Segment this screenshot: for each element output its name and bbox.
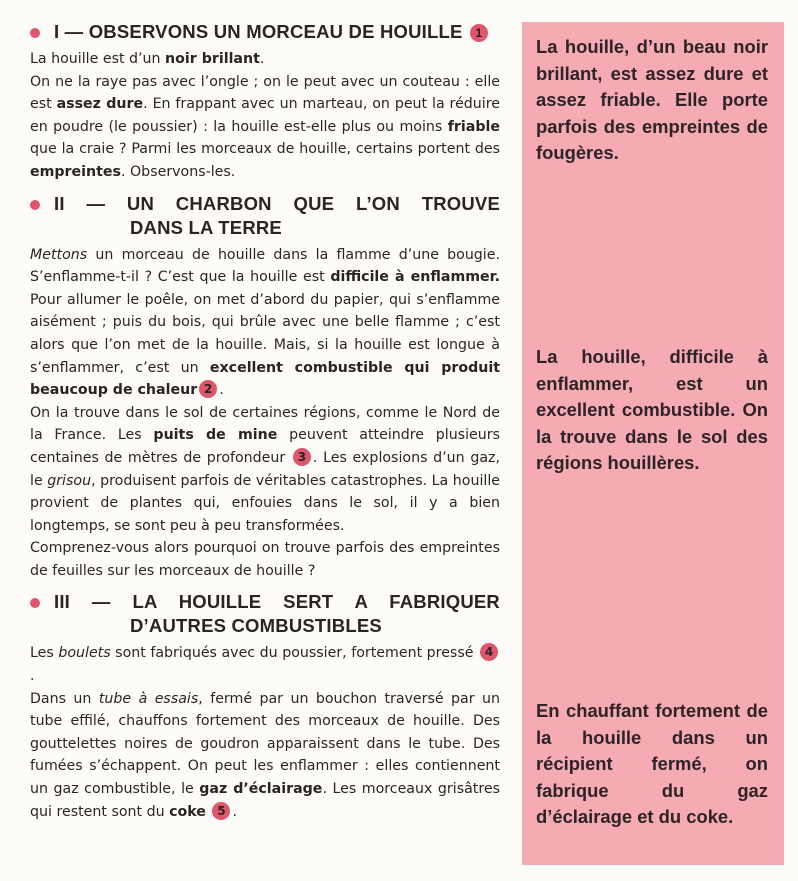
summary-3: En chauffant fortement de la houille dans un récipient fermé, on fabrique du gaz d’éclairage et du coke. bbox=[536, 700, 768, 828]
bold-term: coke bbox=[169, 803, 206, 820]
text-run: . Observons-les. bbox=[121, 163, 236, 180]
section-2 bbox=[30, 192, 500, 583]
section-2-body bbox=[30, 244, 500, 583]
text-run: . bbox=[30, 668, 35, 685]
text-run: , fermé par un bouchon traversé par un tube effilé, chauffons fortement des morceaux de houille. Des gouttelettes noires de goudron apparaissent dans le tube. Des fumées s’échappent. On peut les enflammer : elles contiennent un gaz combustible, le bbox=[30, 690, 500, 798]
text-run: Pour allumer le poêle, on met d’abord du papier, qui s’enflamme aisément ; puis du bois, qui brûle avec une belle flamme ; c’est alors que l’on met de la houille. Mais, si la houille est longue à s’enflammer, c’est un bbox=[30, 291, 500, 376]
figure-number: 5 bbox=[212, 802, 230, 820]
text-run: . bbox=[259, 51, 265, 67]
section-3-heading bbox=[30, 590, 500, 638]
paragraph bbox=[30, 642, 500, 687]
text-run: . En frappant avec un marteau, on peut la réduire en poudre (le poussier) : la houille est-elle plus ou moins bbox=[30, 96, 500, 135]
figure-number-1: 1 bbox=[470, 24, 488, 42]
summary-2: La houille, difficile à enflammer, est un excellent combustible. On la trouve dans le sol des régions houillères. bbox=[536, 346, 768, 474]
bold-term: excellent combustible qui produit beaucoup de chaleur bbox=[30, 359, 500, 399]
italic-term: Mettons bbox=[30, 246, 88, 263]
paragraph bbox=[30, 244, 500, 402]
paragraph bbox=[30, 48, 500, 71]
figure-number: 3 bbox=[293, 448, 311, 466]
text-run: . bbox=[232, 803, 237, 820]
section-3 bbox=[30, 590, 500, 823]
figure-number: 4 bbox=[480, 643, 498, 661]
paragraph bbox=[30, 402, 500, 538]
italic-term: tube à essais bbox=[98, 690, 199, 707]
bullet-dot bbox=[30, 200, 40, 210]
bold-term: difficile à enflammer. bbox=[330, 269, 500, 286]
section-2-heading bbox=[30, 192, 500, 240]
lesson-text-column bbox=[30, 16, 500, 831]
text-run: . bbox=[219, 382, 224, 399]
figure-number: 2 bbox=[199, 380, 217, 398]
section-1-body bbox=[30, 48, 500, 184]
paragraph bbox=[30, 71, 500, 184]
bold-term: noir brillant bbox=[165, 51, 260, 67]
bold-term: gaz d’éclairage bbox=[199, 781, 323, 798]
section-3-body bbox=[30, 642, 500, 823]
paragraph bbox=[30, 688, 500, 824]
bold-term: empreintes bbox=[30, 163, 121, 180]
text-run: sont fabriqués avec du poussier, fortement pressé bbox=[110, 645, 478, 662]
text-run: . Les morceaux grisâtres qui restent sont du bbox=[30, 781, 500, 820]
text-run: Comprenez-vous alors pourquoi on trouve parfois des empreintes de feuilles sur les morceaux de houille ? bbox=[30, 540, 500, 579]
bold-term: assez dure bbox=[56, 96, 144, 113]
text-run: que la craie ? Parmi les morceaux de houille, certains portent des bbox=[30, 141, 500, 158]
text-run: , produisent parfois de véritables catastrophes. La houille provient de plantes qui, enfouies dans le sol, il y a bien longtemps, se sont peu à peu transformées. bbox=[30, 472, 501, 534]
bullet-dot bbox=[30, 598, 40, 608]
summary-sidebar bbox=[522, 22, 784, 865]
text-run: On la trouve dans le sol de certaines régions, comme le Nord de la France. Les bbox=[30, 404, 500, 444]
bullet-dot bbox=[30, 28, 40, 38]
text-run: Les bbox=[30, 645, 59, 662]
section-2-heading-line2: DANS LA TERRE bbox=[130, 216, 282, 238]
bold-term: friable bbox=[447, 118, 500, 135]
section-1-heading-text: I — OBSERVONS UN MORCEAU DE HOUILLE bbox=[54, 21, 463, 42]
text-run: Dans un bbox=[30, 690, 99, 707]
paragraph bbox=[30, 537, 500, 582]
summary-1: La houille, d’un beau noir brillant, est assez dure et assez friable. Elle porte parfois des empreintes de fougères. bbox=[536, 36, 768, 164]
bold-term: puits de mine bbox=[153, 427, 278, 444]
text-run: peuvent atteindre plusieurs centaines de mètres de profondeur bbox=[30, 427, 501, 466]
section-3-heading-line2: D’AUTRES COMBUSTIBLES bbox=[130, 615, 382, 637]
text-run: . Les explosions d’un gaz, le bbox=[30, 449, 500, 489]
text-run: La houille est d’un bbox=[30, 51, 166, 67]
italic-term: grisou bbox=[47, 472, 92, 489]
section-1 bbox=[30, 20, 500, 184]
section-2-heading-line1: II — UN CHARBON QUE L’ON TROUVE bbox=[54, 192, 500, 214]
section-1-heading bbox=[30, 20, 500, 44]
italic-term: boulets bbox=[58, 645, 111, 662]
section-3-heading-line1: III — LA HOUILLE SERT A FABRIQUER bbox=[54, 591, 500, 613]
text-run: On ne la raye pas avec l’ongle ; on le peut avec un couteau : elle est bbox=[30, 73, 500, 113]
text-run bbox=[206, 804, 211, 820]
text-run: un morceau de houille dans la flamme d’une bougie. S’enflamme-t-il ? C’est que la houille est bbox=[30, 246, 500, 286]
